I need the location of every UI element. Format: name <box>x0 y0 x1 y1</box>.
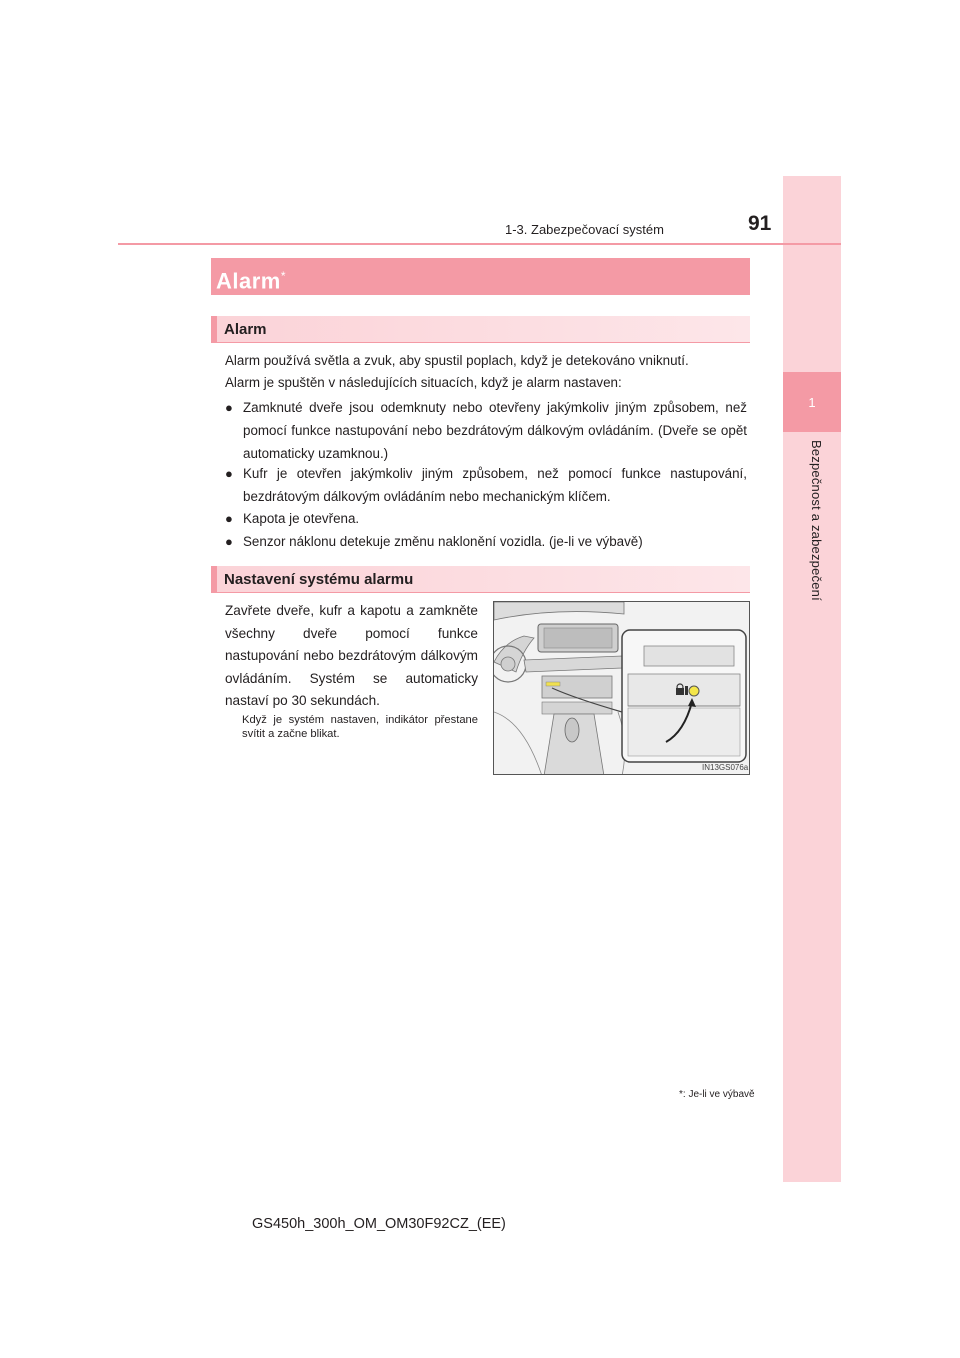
header-divider <box>118 243 841 245</box>
chapter-number: 1 <box>783 372 841 432</box>
list-item <box>225 396 747 465</box>
setup-text: Zavřete dveře, kufr a kapotu a zamkněte všechny dveře pomocí funkce nastupování nebo bezdrátovým dálkovým ovládáním. Systém se automaticky nastaví po 30 sekundách. <box>225 603 478 708</box>
banner-mark: * <box>280 269 287 283</box>
banner-title: Alarm <box>216 268 281 294</box>
list-item-text: Kapota je otevřena. <box>243 511 360 526</box>
list-item <box>225 462 747 508</box>
side-tab <box>783 176 841 1182</box>
section-title: 1-3. Zabezpečovací systém <box>505 222 664 237</box>
page-banner <box>211 258 750 295</box>
alarm-heading: Alarm <box>211 316 750 343</box>
alarm-intro-2: Alarm je spuštěn v následujících situacích, když je alarm nastaven: <box>225 375 622 390</box>
dashboard-drawing <box>494 602 750 775</box>
bullet-icon: ● <box>225 534 233 549</box>
setup-note: Když je systém nastaven, indikátor přestane svítit a začne blikat. <box>242 714 478 740</box>
list-item <box>225 507 747 530</box>
figure-code: IN13GS076a <box>702 763 749 772</box>
document-footer: GS450h_300h_OM_OM30F92CZ_(EE) <box>252 1216 506 1232</box>
chapter-label: Bezpečnost a zabezpečení <box>809 440 824 601</box>
bullet-icon: ● <box>225 511 233 526</box>
footnote: *: Je-li ve výbavě <box>679 1089 755 1100</box>
list-item-text: Senzor náklonu detekuje změnu naklonění vozidla. (je-li ve výbavě) <box>243 534 643 549</box>
alarm-intro-1: Alarm používá světla a zvuk, aby spustil poplach, když je detekováno vniknutí. <box>225 353 689 368</box>
bullet-icon: ● <box>225 466 233 481</box>
list-item-text: Kufr je otevřen jakýmkoliv jiným způsobem, než pomocí funkce nastupování, bezdrátovým dálkovým ovládáním nebo mechanickým klíčem. <box>243 466 747 504</box>
dashboard-illustration <box>493 601 750 775</box>
page-number: 91 <box>748 212 772 235</box>
list-item <box>225 530 747 553</box>
list-item-text: Zamknuté dveře jsou odemknuty nebo otevřeny jakýmkoliv jiným způsobem, než pomocí funkce nastupování nebo bezdrátovým dálkovým ovládáním. (Dveře se opět automaticky uzamknou.) <box>243 400 747 461</box>
bullet-icon: ● <box>225 400 233 415</box>
setup-heading: Nastavení systému alarmu <box>211 566 750 593</box>
